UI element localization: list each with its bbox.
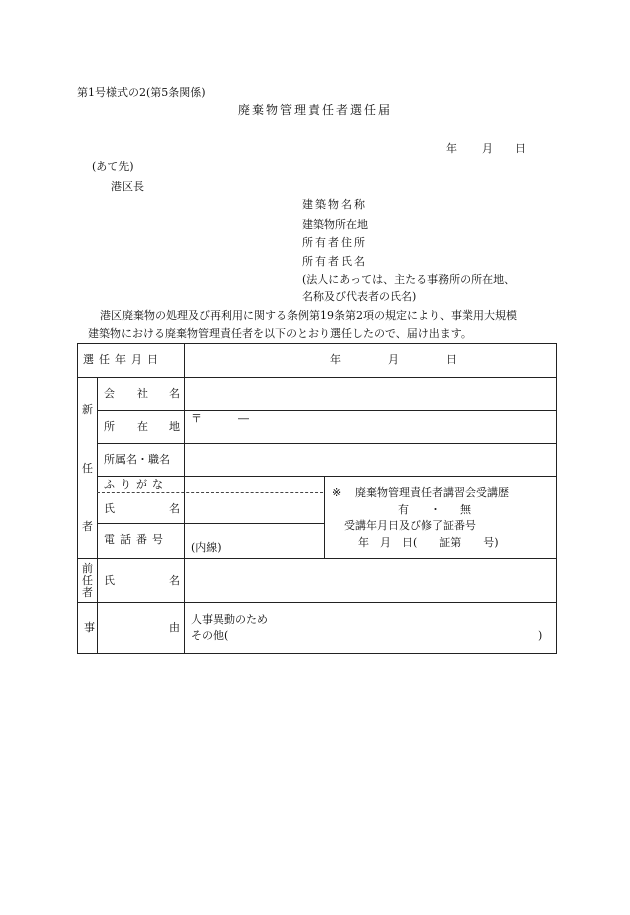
building-name-label: 建築物名称 bbox=[302, 198, 367, 211]
postal-dash: ― bbox=[238, 412, 249, 425]
furigana-label: ふりがな bbox=[104, 478, 168, 491]
name-label-b: 名 bbox=[169, 502, 180, 515]
location-field[interactable] bbox=[186, 412, 555, 442]
addressee-name: 港区長 bbox=[111, 180, 144, 193]
form-number: 第1号様式の2(第5条関係) bbox=[77, 86, 206, 99]
location-label-a: 所 bbox=[104, 420, 115, 433]
location-label-b: 在 bbox=[137, 420, 148, 433]
company-label-a: 会 bbox=[104, 387, 115, 400]
body-text-line1: 港区廃棄物の処理及び再利用に関する条例第19条第2項の規定により、事業用大規模 bbox=[100, 309, 517, 322]
new-label-2: 任 bbox=[82, 462, 93, 475]
department-label: 所属名・職名 bbox=[104, 453, 170, 466]
page-title: 廃棄物管理責任者選任届 bbox=[238, 103, 393, 117]
prev-name-label-b: 名 bbox=[169, 574, 180, 587]
furigana-field[interactable] bbox=[186, 478, 323, 491]
postal-mark: 〒 bbox=[191, 412, 202, 425]
reason-option-other[interactable]: その他( bbox=[191, 629, 229, 642]
company-field[interactable] bbox=[186, 379, 555, 409]
reason-label-b: 由 bbox=[169, 621, 180, 634]
reason-label-a: 事 bbox=[84, 621, 95, 634]
phone-label: 電話番号 bbox=[104, 533, 168, 546]
appoint-date-label: 選任年月日 bbox=[83, 353, 163, 366]
course-cert-label: 受講年月日及び修了証番号 bbox=[344, 519, 476, 532]
phone-extension: (内線) bbox=[191, 541, 222, 554]
name-label-a: 氏 bbox=[104, 502, 115, 515]
name-field[interactable] bbox=[186, 494, 323, 522]
location-label-c: 地 bbox=[169, 420, 180, 433]
course-cert-line: 年 月 日( 証第 号) bbox=[358, 536, 499, 549]
course-title: 廃棄物管理責任者講習会受講歴 bbox=[355, 486, 509, 499]
addressee-label: (あて先) bbox=[92, 160, 134, 173]
corp-note-2: 名称及び代表者の氏名) bbox=[302, 290, 417, 303]
appoint-year: 年 bbox=[330, 353, 341, 366]
body-text-line2: 建築物における廃棄物管理責任者を以下のとおり選任したので、届け出ます。 bbox=[88, 327, 472, 340]
new-label-3: 者 bbox=[82, 520, 93, 533]
date-day: 日 bbox=[515, 142, 526, 155]
owner-address-label: 所有者住所 bbox=[302, 236, 367, 249]
course-dot: ・ bbox=[430, 503, 441, 516]
company-label-c: 名 bbox=[169, 387, 180, 400]
course-no[interactable]: 無 bbox=[460, 503, 471, 516]
prev-label-3: 者 bbox=[82, 586, 93, 599]
prev-name-label-a: 氏 bbox=[104, 574, 115, 587]
reason-option-other-close: ) bbox=[538, 629, 543, 642]
prev-name-field[interactable] bbox=[186, 560, 555, 601]
phone-field[interactable] bbox=[186, 525, 323, 557]
owner-name-label: 所有者氏名 bbox=[302, 255, 367, 268]
appoint-day: 日 bbox=[446, 353, 457, 366]
reason-option-personnel[interactable]: 人事異動のため bbox=[191, 613, 268, 626]
company-label-b: 社 bbox=[137, 387, 148, 400]
prev-label-1: 前 bbox=[82, 562, 93, 575]
course-mark: ※ bbox=[332, 486, 342, 499]
corp-note-1: (法人にあっては、主たる事務所の所在地、 bbox=[302, 273, 516, 286]
date-month: 月 bbox=[482, 142, 493, 155]
new-label-1: 新 bbox=[82, 403, 93, 416]
course-yes[interactable]: 有 bbox=[398, 503, 409, 516]
building-address-label: 建築物所在地 bbox=[302, 218, 368, 231]
prev-label-2: 任 bbox=[82, 574, 93, 587]
department-field[interactable] bbox=[186, 445, 555, 475]
date-year: 年 bbox=[446, 142, 457, 155]
appoint-month: 月 bbox=[388, 353, 399, 366]
